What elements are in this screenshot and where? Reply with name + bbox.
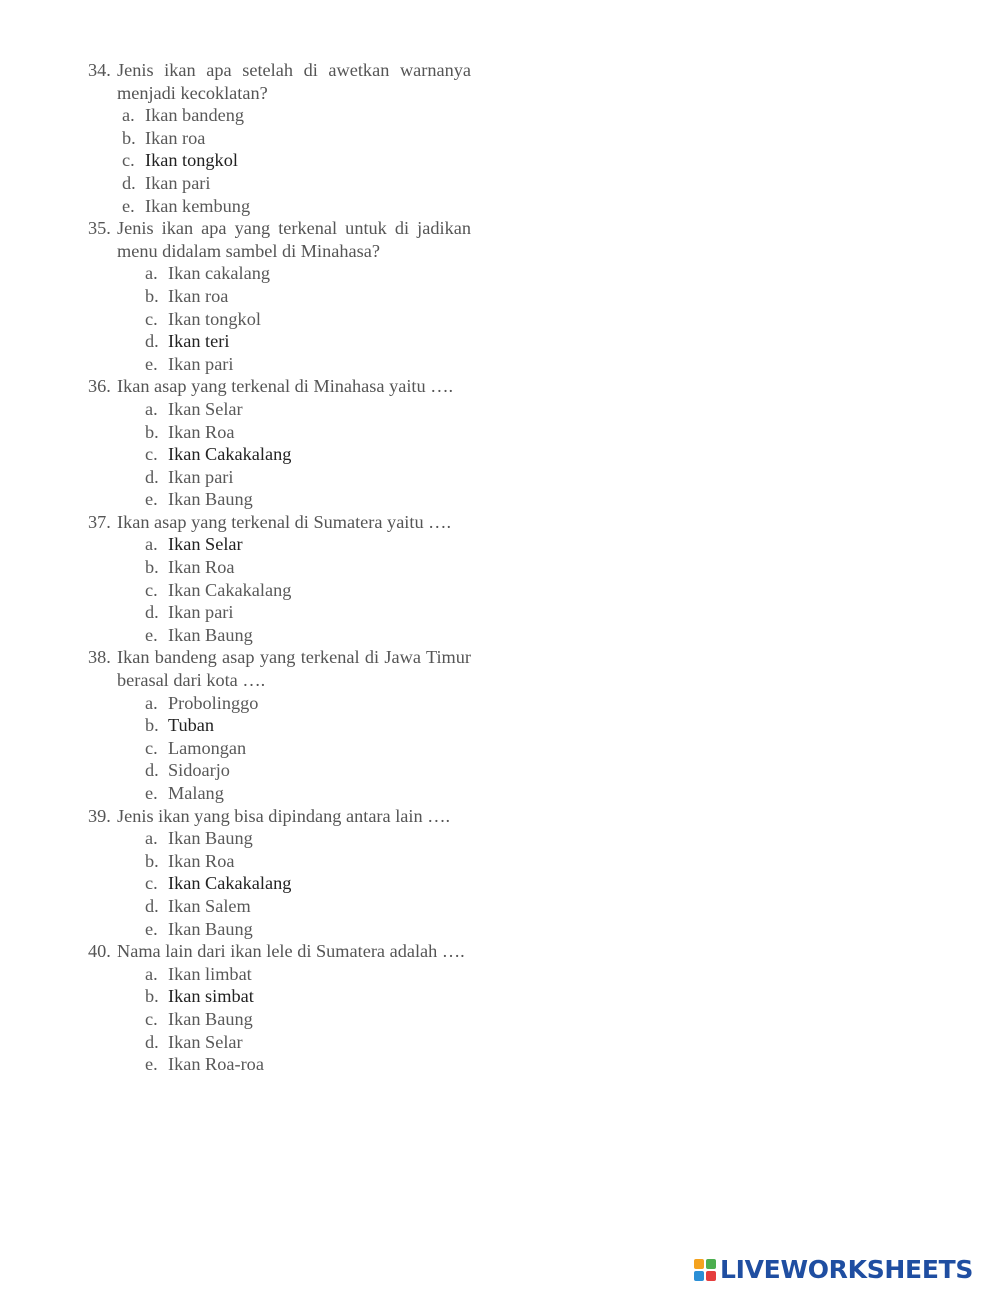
option-b[interactable] [145,556,471,579]
option-list [88,692,471,805]
option-list [88,963,471,1076]
option-text: Ikan Baung [168,624,253,645]
option-text: Ikan Roa-roa [168,1054,264,1075]
option-text: Ikan bandeng [145,105,244,126]
question-text: Nama lain dari ikan lele di Sumatera adalah …. [117,941,465,962]
option-letter: c. [145,308,158,329]
option-a[interactable] [145,398,471,421]
option-b[interactable] [145,285,471,308]
option-e[interactable] [122,195,471,218]
option-d[interactable] [145,601,471,624]
logo-square-icon [706,1259,716,1269]
option-text: Ikan Cakakalang [168,444,292,465]
option-text: Ikan Baung [168,918,253,939]
option-letter: a. [122,105,135,126]
option-a[interactable] [122,104,471,127]
option-c[interactable] [145,737,471,760]
option-d[interactable] [145,1031,471,1054]
option-a[interactable] [145,827,471,850]
option-list [88,398,471,511]
option-c[interactable] [145,1008,471,1031]
option-text: Tuban [168,715,215,736]
option-text: Ikan cakalang [168,263,271,284]
option-text: Ikan Selar [168,534,243,555]
question-number: 39. [88,805,111,826]
option-text: Ikan pari [168,466,234,487]
question-text: Ikan asap yang terkenal di Minahasa yaitu …. [117,376,454,397]
question-38 [88,646,471,691]
option-letter: b. [145,421,159,442]
option-text: Ikan Baung [168,1008,253,1029]
question-number: 36. [88,376,111,397]
question-number: 37. [88,511,111,532]
option-letter: a. [145,963,158,984]
option-letter: b. [145,715,159,736]
option-d[interactable] [122,172,471,195]
logo-square-icon [694,1271,704,1281]
option-letter: b. [145,986,159,1007]
option-list [88,104,471,217]
question-block [88,59,471,217]
option-text: Ikan Selar [168,398,243,419]
question-number: 40. [88,941,111,962]
option-letter: c. [145,737,158,758]
option-text: Ikan Salem [168,895,251,916]
option-b[interactable] [145,985,471,1008]
option-c[interactable] [145,308,471,331]
question-text: Jenis ikan apa yang terkenal untuk di jadikan menu didalam sambel di Minahasa? [117,218,471,261]
option-letter: b. [145,285,159,306]
option-d[interactable] [145,330,471,353]
option-text: Ikan Cakakalang [168,873,292,894]
question-block [88,375,471,511]
logo-square-icon [694,1259,704,1269]
option-text: Ikan pari [168,602,234,623]
option-text: Sidoarjo [168,760,230,781]
option-b[interactable] [145,714,471,737]
option-letter: e. [145,783,158,803]
option-c[interactable] [145,872,471,895]
option-text: Probolinggo [168,692,259,713]
option-e[interactable] [145,782,471,805]
option-letter: e. [145,353,158,374]
question-34 [88,59,471,104]
question-39 [88,805,471,828]
option-e[interactable] [145,1053,471,1076]
option-text: Ikan Baung [168,489,253,510]
option-text: Ikan Roa [168,557,235,578]
question-text: Ikan asap yang terkenal di Sumatera yaitu …. [117,511,452,532]
option-text: Lamongan [168,737,247,758]
question-block [88,511,471,647]
option-letter: b. [145,850,159,871]
liveworksheets-logo[interactable] [694,1256,973,1283]
logo-mark-icon [694,1259,716,1281]
option-e[interactable] [145,488,471,511]
question-number: 35. [88,218,111,239]
question-37 [88,511,471,534]
option-text: Ikan simbat [168,986,254,1007]
option-letter: c. [122,150,135,171]
question-block [88,646,471,804]
option-text: Ikan pari [168,353,234,374]
option-text: Ikan Cakakalang [168,579,292,600]
option-text: Ikan Roa [168,421,235,442]
option-text: Ikan pari [145,172,211,193]
option-letter: d. [145,760,159,781]
option-letter: e. [145,489,158,510]
option-letter: d. [145,895,159,916]
question-text: Jenis ikan yang bisa dipindang antara lain …. [117,805,451,826]
option-letter: c. [145,444,158,465]
question-number: 38. [88,647,111,668]
option-b[interactable] [145,850,471,873]
option-letter: d. [145,602,159,623]
question-block [88,940,471,1076]
logo-square-icon [706,1271,716,1281]
option-list [88,827,471,940]
option-text: Ikan tongkol [145,150,238,171]
option-text: Ikan kembung [145,195,251,216]
question-40 [88,940,471,963]
option-text: Ikan Baung [168,828,253,849]
option-text: Malang [168,783,224,803]
option-letter: c. [145,873,158,894]
option-b[interactable] [122,127,471,150]
option-text: Ikan Roa [168,850,235,871]
option-a[interactable] [145,262,471,285]
option-d[interactable] [145,895,471,918]
question-number: 34. [88,60,111,80]
option-b[interactable] [145,421,471,444]
question-text: Jenis ikan apa setelah di awetkan warnanya menjadi kecoklatan? [117,60,471,103]
option-d[interactable] [145,759,471,782]
option-letter: a. [145,263,158,284]
option-letter: e. [145,1054,158,1075]
option-list [88,533,471,646]
option-text: Ikan limbat [168,963,252,984]
option-a[interactable] [145,692,471,715]
option-c[interactable] [145,443,471,466]
logo-text: LIVEWORKSHEETS [720,1255,974,1284]
question-36 [88,375,471,398]
question-35 [88,217,471,262]
option-letter: d. [122,172,136,193]
option-e[interactable] [145,918,471,941]
question-block [88,217,471,375]
option-letter: e. [145,624,158,645]
option-letter: a. [145,398,158,419]
option-a[interactable] [145,533,471,556]
option-a[interactable] [145,963,471,986]
option-letter: a. [145,828,158,849]
option-c[interactable] [122,149,471,172]
option-text: Ikan tongkol [168,308,261,329]
quiz-content [88,59,471,1076]
option-text: Ikan teri [168,331,230,352]
option-letter: b. [122,127,136,148]
option-text: Ikan roa [145,127,206,148]
question-text: Ikan bandeng asap yang terkenal di Jawa Timur berasal dari kota …. [117,647,471,691]
option-e[interactable] [145,353,471,376]
question-block [88,805,471,941]
option-letter: a. [145,692,158,713]
option-list [88,262,471,375]
option-d[interactable] [145,466,471,489]
option-letter: b. [145,557,159,578]
option-e[interactable] [145,624,471,647]
option-letter: d. [145,466,159,487]
option-text: Ikan roa [168,285,229,306]
option-letter: d. [145,1031,159,1052]
option-letter: c. [145,1008,158,1029]
option-letter: a. [145,534,158,555]
option-c[interactable] [145,579,471,602]
option-letter: e. [122,195,135,216]
option-letter: d. [145,331,159,352]
option-letter: e. [145,918,158,939]
option-letter: c. [145,579,158,600]
option-text: Ikan Selar [168,1031,243,1052]
